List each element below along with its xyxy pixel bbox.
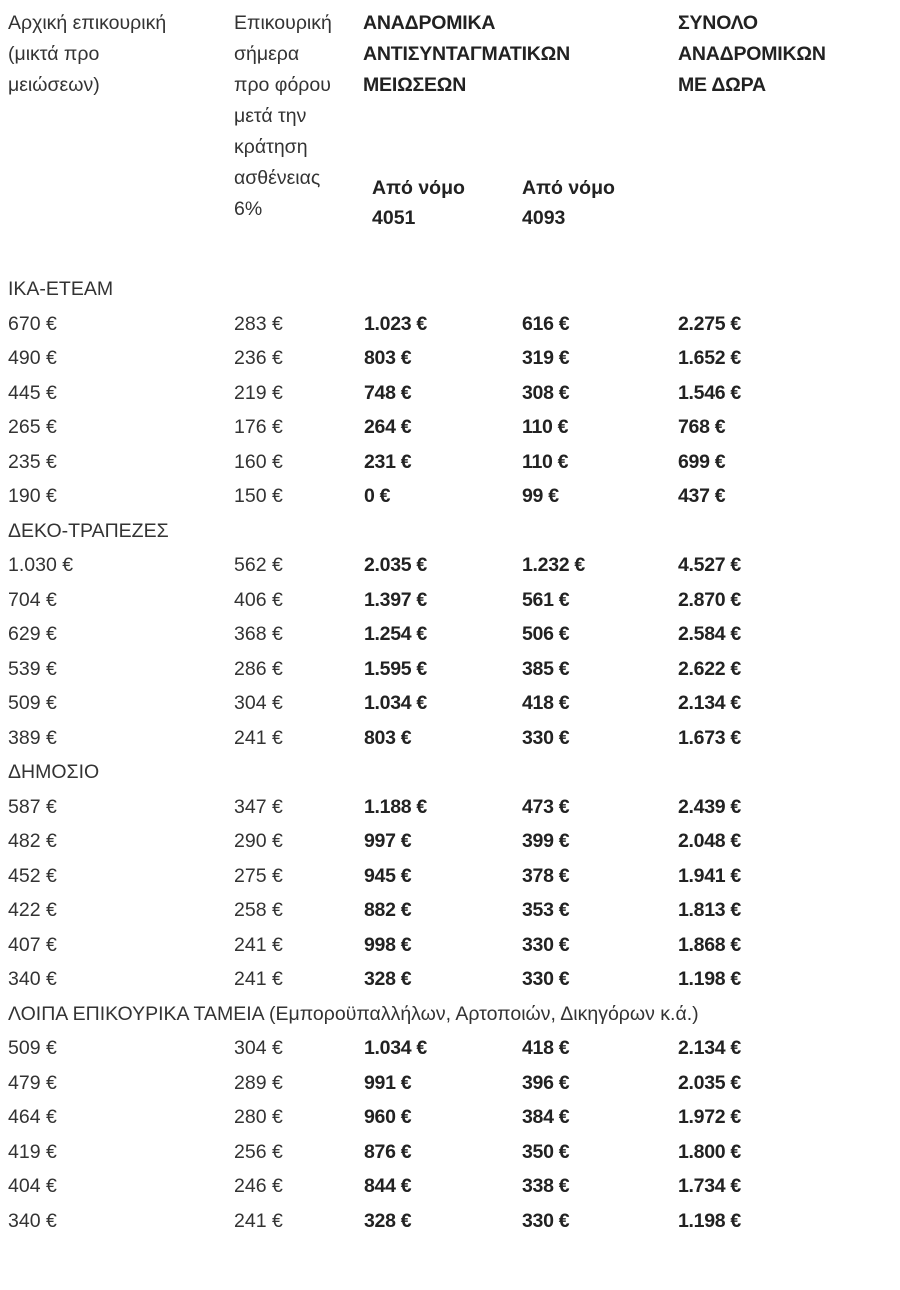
cell-current-amount: 283 € xyxy=(234,312,283,335)
table-row xyxy=(8,376,893,411)
cell-retro-total: 1.941 € xyxy=(678,864,741,887)
cell-current-amount: 289 € xyxy=(234,1071,283,1094)
cell-retro-law-4093: 99 € xyxy=(522,485,559,507)
cell-retro-law-4093: 338 € xyxy=(522,1175,570,1197)
cell-original-amount: 509 € xyxy=(8,692,57,714)
cell-retro-law-4093: 399 € xyxy=(522,830,570,852)
cell-retro-law-4051: 997 € xyxy=(364,830,412,852)
cell-retro-law-4093: 353 € xyxy=(522,899,570,921)
cell-retro-law-4051: 1.023 € xyxy=(364,312,427,335)
cell-retro-total: 2.275 € xyxy=(678,312,741,335)
header-law-4051: Από νόμο 4051 xyxy=(372,177,465,229)
cell-retro-law-4051: 803 € xyxy=(364,347,412,369)
cell-retro-total: 2.439 € xyxy=(678,795,741,818)
cell-current-amount: 286 € xyxy=(234,657,283,680)
cell-retro-law-4051: 1.034 € xyxy=(364,1037,427,1059)
table-row xyxy=(8,445,893,480)
cell-retro-law-4051: 803 € xyxy=(364,726,412,749)
cell-original-amount: 490 € xyxy=(8,347,57,369)
cell-retro-total: 1.868 € xyxy=(678,933,741,956)
header-original-supplementary: Αρχική επικουρική (μικτά προ μειώσεων) xyxy=(8,12,167,96)
cell-retro-law-4051: 0 € xyxy=(364,485,391,507)
cell-retro-law-4093: 330 € xyxy=(522,1209,570,1232)
table-row xyxy=(8,928,893,963)
cell-original-amount: 190 € xyxy=(8,485,57,507)
cell-retro-total: 1.198 € xyxy=(678,1209,741,1232)
table-row xyxy=(8,893,893,928)
table-body xyxy=(8,272,893,1238)
table-row xyxy=(8,479,893,514)
cell-original-amount: 404 € xyxy=(8,1175,57,1197)
cell-original-amount: 464 € xyxy=(8,1106,57,1128)
cell-current-amount: 304 € xyxy=(234,1037,283,1059)
table-row xyxy=(8,790,893,825)
cell-retro-law-4051: 328 € xyxy=(364,1209,412,1232)
cell-retro-law-4093: 385 € xyxy=(522,657,570,680)
table-row xyxy=(8,583,893,618)
table-row xyxy=(8,824,893,859)
cell-retro-total: 1.673 € xyxy=(678,726,741,749)
cell-original-amount: 509 € xyxy=(8,1037,57,1059)
cell-retro-total: 2.035 € xyxy=(678,1071,741,1094)
cell-current-amount: 176 € xyxy=(234,416,283,438)
cell-retro-law-4093: 350 € xyxy=(522,1140,570,1163)
section-title-loipa-tameia: ΛΟΙΠΑ ΕΠΙΚΟΥΡΙΚΑ ΤΑΜΕΙΑ (Εμποροϋπαλλήλων, Αρτοποιών, Δικηγόρων κ.ά.) xyxy=(8,1002,699,1025)
cell-retro-total: 768 € xyxy=(678,416,726,438)
cell-current-amount: 347 € xyxy=(234,795,283,818)
cell-retro-law-4093: 319 € xyxy=(522,347,570,369)
cell-retro-total: 1.734 € xyxy=(678,1175,741,1197)
table-row xyxy=(8,1169,893,1204)
table-row xyxy=(8,1135,893,1170)
table-row xyxy=(8,1100,893,1135)
header-law-4093: Από νόμο 4093 xyxy=(522,177,615,229)
cell-retro-law-4093: 330 € xyxy=(522,726,570,749)
cell-retro-law-4093: 561 € xyxy=(522,588,570,611)
cell-current-amount: 241 € xyxy=(234,726,283,749)
cell-retro-law-4093: 396 € xyxy=(522,1071,570,1094)
cell-retro-law-4093: 418 € xyxy=(522,692,570,714)
table-row xyxy=(8,686,893,721)
cell-original-amount: 629 € xyxy=(8,623,57,645)
table-row xyxy=(8,1066,893,1101)
header-total-retroactive: ΣΥΝΟΛΟ ΑΝΑΔΡΟΜΙΚΩΝ ΜΕ ΔΩΡΑ xyxy=(678,12,826,96)
cell-current-amount: 241 € xyxy=(234,933,283,956)
table-row xyxy=(8,962,893,997)
cell-original-amount: 482 € xyxy=(8,830,57,852)
cell-retro-law-4093: 110 € xyxy=(522,416,569,438)
table-row xyxy=(8,617,893,652)
cell-original-amount: 422 € xyxy=(8,899,57,921)
table-row xyxy=(8,410,893,445)
cell-original-amount: 587 € xyxy=(8,795,57,818)
cell-retro-law-4051: 748 € xyxy=(364,381,412,404)
cell-retro-law-4051: 876 € xyxy=(364,1140,412,1163)
cell-retro-law-4051: 2.035 € xyxy=(364,554,427,576)
cell-retro-total: 4.527 € xyxy=(678,554,741,576)
cell-retro-law-4093: 473 € xyxy=(522,795,570,818)
cell-retro-law-4093: 384 € xyxy=(522,1106,570,1128)
cell-retro-total: 1.198 € xyxy=(678,968,741,990)
cell-retro-law-4051: 1.397 € xyxy=(364,588,427,611)
cell-retro-total: 437 € xyxy=(678,485,726,507)
cell-retro-total: 1.972 € xyxy=(678,1106,741,1128)
cell-retro-law-4093: 110 € xyxy=(522,450,569,473)
cell-retro-total: 2.584 € xyxy=(678,623,741,645)
cell-current-amount: 290 € xyxy=(234,830,283,852)
cell-current-amount: 236 € xyxy=(234,347,283,369)
cell-current-amount: 241 € xyxy=(234,968,283,990)
cell-retro-law-4093: 418 € xyxy=(522,1037,570,1059)
cell-current-amount: 258 € xyxy=(234,899,283,921)
cell-original-amount: 452 € xyxy=(8,864,57,887)
table-row xyxy=(8,548,893,583)
cell-retro-law-4051: 1.188 € xyxy=(364,795,427,818)
table-row xyxy=(8,307,893,342)
cell-retro-total: 1.546 € xyxy=(678,381,741,404)
cell-original-amount: 419 € xyxy=(8,1140,57,1163)
header-current-supplementary: Επικουρική σήμερα προ φόρου μετά την κράτηση ασθένειας 6% xyxy=(234,12,332,220)
cell-original-amount: 1.030 € xyxy=(8,554,74,576)
cell-retro-law-4093: 378 € xyxy=(522,864,570,887)
cell-current-amount: 241 € xyxy=(234,1209,283,1232)
table-row xyxy=(8,721,893,756)
cell-retro-total: 1.800 € xyxy=(678,1140,741,1163)
cell-retro-total: 2.134 € xyxy=(678,692,741,714)
cell-original-amount: 265 € xyxy=(8,416,57,438)
cell-original-amount: 539 € xyxy=(8,657,57,680)
cell-current-amount: 219 € xyxy=(234,381,283,404)
cell-retro-law-4051: 945 € xyxy=(364,864,412,887)
cell-current-amount: 150 € xyxy=(234,485,283,507)
cell-retro-law-4051: 1.595 € xyxy=(364,657,427,680)
table-row xyxy=(8,341,893,376)
cell-current-amount: 368 € xyxy=(234,623,283,645)
section-title-dimosio: ΔΗΜΟΣΙΟ xyxy=(8,761,100,783)
cell-retro-law-4051: 991 € xyxy=(364,1071,412,1094)
cell-current-amount: 246 € xyxy=(234,1175,283,1197)
cell-retro-total: 2.048 € xyxy=(678,830,741,852)
cell-retro-law-4051: 231 € xyxy=(364,450,412,473)
table-header xyxy=(8,8,893,272)
table-row xyxy=(8,1031,893,1066)
cell-current-amount: 256 € xyxy=(234,1140,283,1163)
cell-original-amount: 704 € xyxy=(8,588,57,611)
section-title-deko-trapezes: ΔΕΚΟ-ΤΡΑΠΕΖΕΣ xyxy=(8,519,169,542)
cell-retro-total: 2.870 € xyxy=(678,588,741,611)
table-row xyxy=(8,859,893,894)
cell-original-amount: 389 € xyxy=(8,726,57,749)
cell-original-amount: 235 € xyxy=(8,450,57,473)
cell-retro-total: 2.134 € xyxy=(678,1037,741,1059)
section-title-ika-eteam: ΙΚΑ-ΕΤΕΑΜ xyxy=(8,278,114,300)
table-row xyxy=(8,652,893,687)
cell-original-amount: 340 € xyxy=(8,968,57,990)
cell-original-amount: 407 € xyxy=(8,933,57,956)
cell-retro-law-4051: 998 € xyxy=(364,933,412,956)
cell-retro-law-4093: 330 € xyxy=(522,933,570,956)
cell-retro-law-4051: 1.254 € xyxy=(364,623,427,645)
cell-current-amount: 280 € xyxy=(234,1106,283,1128)
cell-original-amount: 670 € xyxy=(8,312,57,335)
cell-retro-law-4093: 616 € xyxy=(522,312,570,335)
cell-retro-law-4051: 844 € xyxy=(364,1175,412,1197)
cell-retro-total: 699 € xyxy=(678,450,726,473)
cell-current-amount: 406 € xyxy=(234,588,283,611)
cell-current-amount: 562 € xyxy=(234,554,283,576)
cell-current-amount: 304 € xyxy=(234,692,283,714)
cell-retro-law-4093: 506 € xyxy=(522,623,570,645)
cell-retro-law-4051: 882 € xyxy=(364,899,412,921)
cell-original-amount: 445 € xyxy=(8,381,57,404)
cell-original-amount: 340 € xyxy=(8,1209,57,1232)
cell-retro-law-4093: 330 € xyxy=(522,968,570,990)
cell-retro-total: 1.813 € xyxy=(678,899,741,921)
cell-current-amount: 275 € xyxy=(234,864,283,887)
retroactive-payments-table xyxy=(8,8,893,1238)
cell-retro-law-4051: 328 € xyxy=(364,968,412,990)
cell-retro-law-4051: 264 € xyxy=(364,416,412,438)
header-retroactive-cuts: ΑΝΑΔΡΟΜΙΚΑ ΑΝΤΙΣΥΝΤΑΓΜΑΤΙΚΩΝ ΜΕΙΩΣΕΩΝ xyxy=(363,12,570,96)
cell-retro-total: 1.652 € xyxy=(678,347,741,369)
cell-original-amount: 479 € xyxy=(8,1071,57,1094)
cell-retro-law-4093: 308 € xyxy=(522,381,570,404)
cell-retro-law-4051: 1.034 € xyxy=(364,692,427,714)
cell-retro-total: 2.622 € xyxy=(678,657,741,680)
cell-retro-law-4093: 1.232 € xyxy=(522,554,585,576)
cell-retro-law-4051: 960 € xyxy=(364,1106,412,1128)
cell-current-amount: 160 € xyxy=(234,450,283,473)
table-row xyxy=(8,1204,893,1239)
